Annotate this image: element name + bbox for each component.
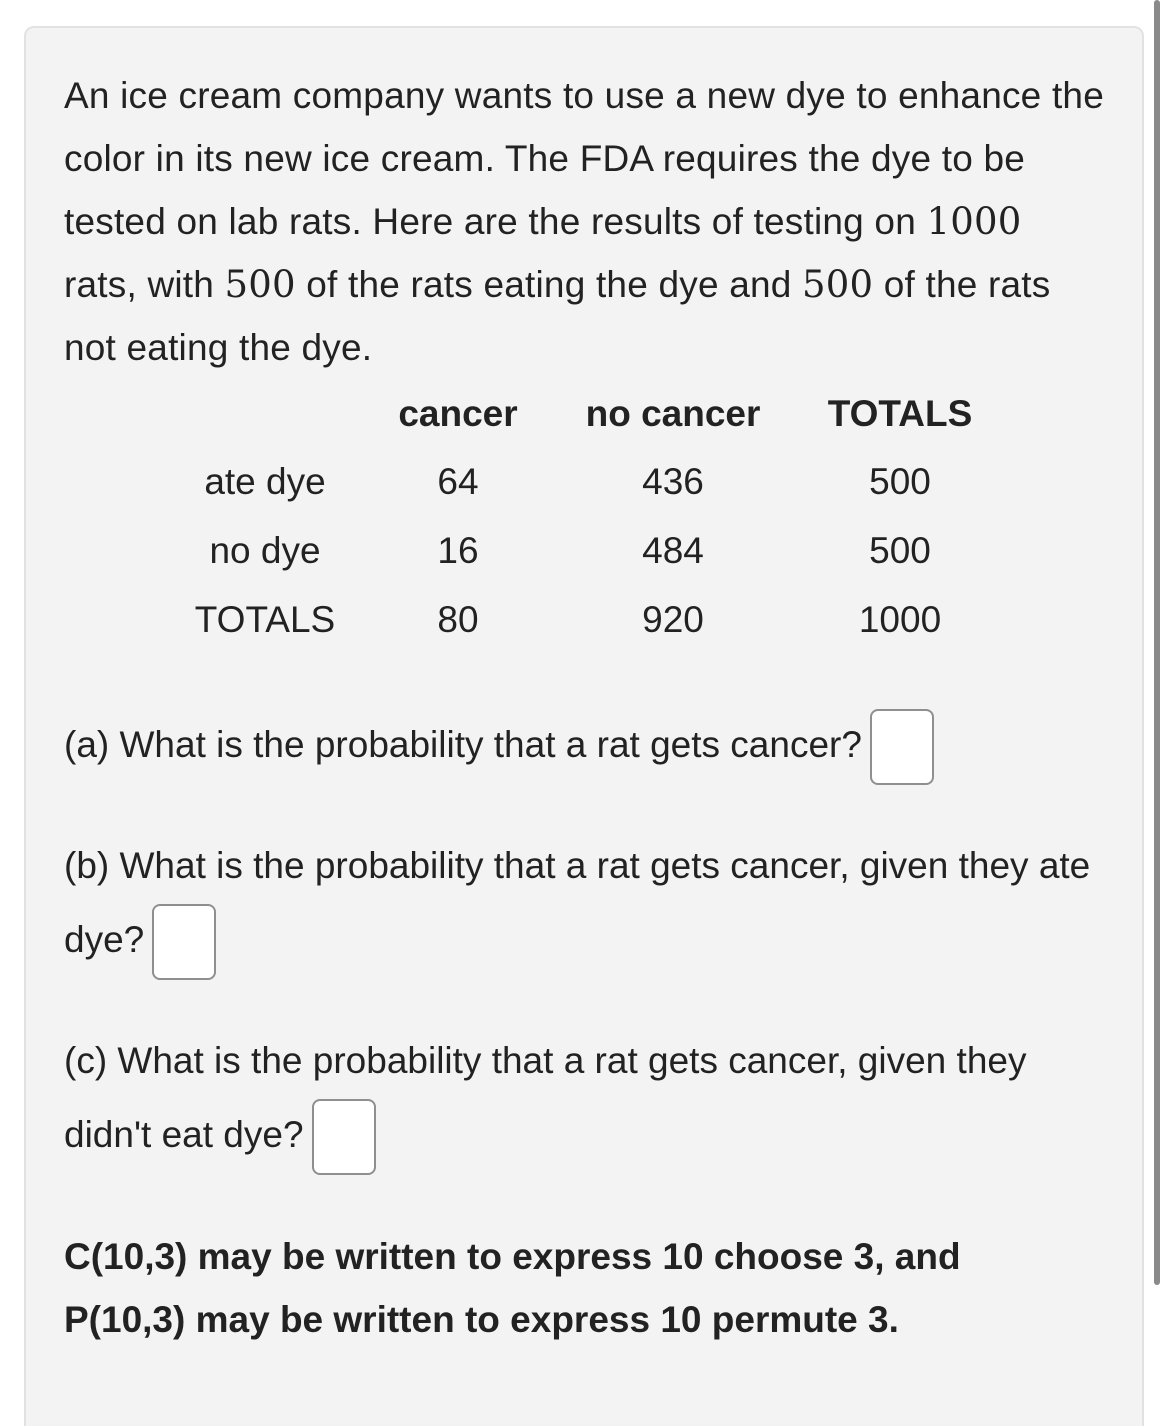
table-cell: 500 [869, 530, 931, 571]
question-c-text: (c) What is the probability that a rat gets cancer, given they didn't eat dye? [64, 1040, 1027, 1155]
answer-c-input[interactable] [312, 1099, 376, 1175]
intro-text: of the rats not eating the dye. [64, 264, 1051, 368]
answer-a-input[interactable] [870, 709, 934, 785]
table-cell: 1000 [858, 599, 942, 640]
dye-rats-number: 500 [224, 263, 296, 306]
row-label: no dye [209, 530, 321, 571]
notation-note [64, 1225, 1124, 1351]
row-label: TOTALS [194, 599, 336, 640]
note-line: P(10,3) may be written to express 10 permute 3. [64, 1299, 899, 1340]
intro-text: rats, with [64, 264, 225, 305]
total-rats-number: 1000 [926, 200, 1022, 243]
column-header: no cancer [585, 393, 761, 434]
no-dye-rats-number: 500 [802, 263, 874, 306]
table-cell: 16 [437, 530, 479, 571]
question-c [64, 1024, 1114, 1175]
table-cell: 436 [642, 461, 704, 502]
question-b-text: (b) What is the probability that a rat gets cancer, given they ate dye? [64, 845, 1091, 960]
column-header: cancer [398, 393, 518, 434]
table-cell: 80 [437, 599, 479, 640]
table-cell: 500 [869, 461, 931, 502]
answer-b-input[interactable] [152, 904, 216, 980]
question-a [64, 708, 1114, 785]
question-a-text: (a) What is the probability that a rat gets cancer? [64, 724, 862, 765]
table-cell: 64 [437, 461, 479, 502]
problem-intro [64, 64, 1104, 379]
intro-text: of the rats eating the dye and [295, 264, 803, 305]
row-label: ate dye [204, 461, 326, 502]
note-line: C(10,3) may be written to express 10 choose 3, and [64, 1236, 961, 1277]
column-header: TOTALS [827, 393, 973, 434]
table-cell: 484 [642, 530, 704, 571]
intro-text: An ice cream company wants to use a new dye to enhance the color in its new ice cream. The FDA requires the dye to be tested on lab rats. Here are the results of testing on [64, 75, 1104, 242]
table-cell: 920 [642, 599, 704, 640]
question-b [64, 829, 1114, 980]
scrollbar[interactable] [1154, 0, 1160, 1285]
